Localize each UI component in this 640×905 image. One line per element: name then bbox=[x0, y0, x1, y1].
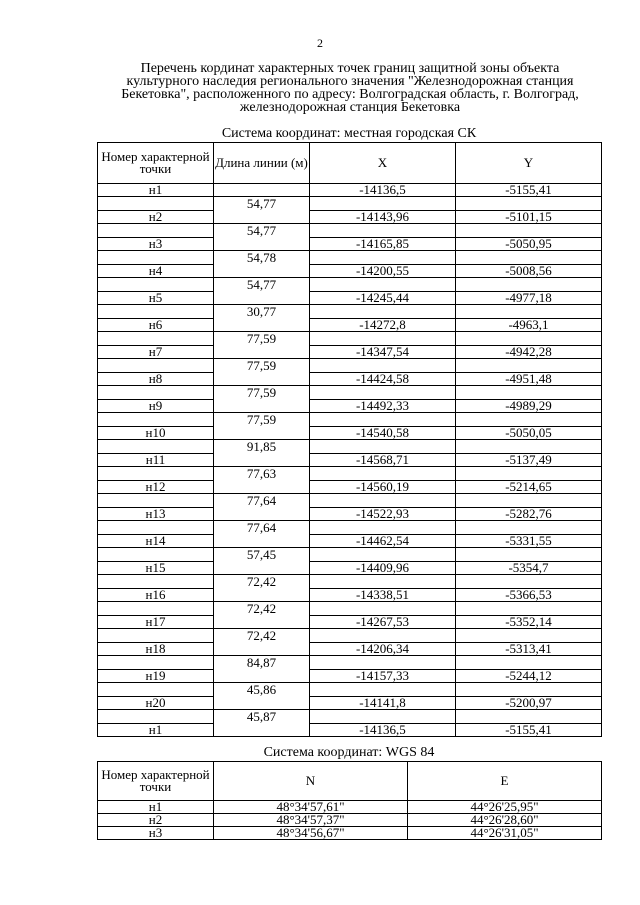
y-cell: -5214,65 bbox=[456, 481, 602, 494]
line-length-value: 77,59 bbox=[214, 413, 310, 427]
x-cell: -14141,8 bbox=[310, 697, 456, 710]
y-cell: -4963,1 bbox=[456, 319, 602, 332]
line-length-cell bbox=[214, 319, 310, 332]
y-cell: -4989,29 bbox=[456, 400, 602, 413]
table-row bbox=[98, 827, 602, 840]
x-cell: -14143,96 bbox=[310, 211, 456, 224]
local-coordinates-table bbox=[97, 142, 602, 737]
line-length-value: 77,64 bbox=[214, 494, 310, 508]
line-length-value: 77,64 bbox=[214, 521, 310, 535]
line-length-cell bbox=[214, 211, 310, 224]
line-length-value: 54,77 bbox=[214, 197, 310, 211]
n-header: N bbox=[214, 762, 408, 801]
table-row bbox=[98, 535, 602, 548]
point-name-cell: н6 bbox=[98, 319, 214, 332]
document-title bbox=[100, 62, 600, 114]
point-name-cell: н3 bbox=[98, 238, 214, 251]
title-line: Бекетовка", расположенного по адресу: Волгоградская область, г. Волгоград, bbox=[121, 87, 579, 102]
point-name-cell: н20 bbox=[98, 697, 214, 710]
table-row bbox=[98, 346, 602, 359]
table-row bbox=[98, 616, 602, 629]
point-name-cell: н12 bbox=[98, 481, 214, 494]
table-row bbox=[98, 184, 602, 197]
point-name-cell: н13 bbox=[98, 508, 214, 521]
line-length-value: 54,77 bbox=[214, 224, 310, 238]
line-length-value: 77,63 bbox=[214, 467, 310, 481]
line-length-value: 77,59 bbox=[214, 386, 310, 400]
point-name-cell: н1 bbox=[98, 801, 214, 814]
title-line: культурного наследия регионального значения "Железнодорожная станция bbox=[126, 74, 574, 89]
point-name-cell: н3 bbox=[98, 827, 214, 840]
line-length-cell bbox=[214, 589, 310, 602]
x-cell: -14338,51 bbox=[310, 589, 456, 602]
wgs84-coordinates-table bbox=[97, 761, 602, 840]
x-cell: -14409,96 bbox=[310, 562, 456, 575]
wgs-table-body bbox=[98, 801, 602, 840]
x-cell: -14462,54 bbox=[310, 535, 456, 548]
line-length-cell bbox=[214, 265, 310, 278]
point-name-cell: н11 bbox=[98, 454, 214, 467]
line-length-cell bbox=[214, 562, 310, 575]
line-length-cell bbox=[214, 535, 310, 548]
y-cell: -5366,53 bbox=[456, 589, 602, 602]
y-cell: -5050,05 bbox=[456, 427, 602, 440]
table-row bbox=[98, 454, 602, 467]
table-row bbox=[98, 508, 602, 521]
line-length-cell bbox=[214, 643, 310, 656]
table-row bbox=[98, 562, 602, 575]
local-table-body bbox=[98, 184, 602, 737]
line-length-cell bbox=[214, 724, 310, 737]
line-length-value: 77,59 bbox=[214, 332, 310, 346]
x-cell: -14568,71 bbox=[310, 454, 456, 467]
line-length-cell bbox=[214, 400, 310, 413]
line-length-value: 77,59 bbox=[214, 359, 310, 373]
line-length-value: 84,87 bbox=[214, 656, 310, 670]
point-number-header: Номер характерной точки bbox=[98, 762, 214, 801]
line-length-cell bbox=[214, 481, 310, 494]
table-row bbox=[98, 400, 602, 413]
x-cell: -14165,85 bbox=[310, 238, 456, 251]
y-cell: -5354,7 bbox=[456, 562, 602, 575]
table-row bbox=[98, 697, 602, 710]
x-header: X bbox=[310, 143, 456, 184]
line-length-value: 54,78 bbox=[214, 251, 310, 265]
point-name-cell: н8 bbox=[98, 373, 214, 386]
n-cell: 48°34'56,67" bbox=[214, 827, 408, 840]
point-name-cell: н18 bbox=[98, 643, 214, 656]
point-name-cell: н16 bbox=[98, 589, 214, 602]
y-cell: -5313,41 bbox=[456, 643, 602, 656]
table-row bbox=[98, 265, 602, 278]
x-cell: -14540,58 bbox=[310, 427, 456, 440]
y-cell: -5331,55 bbox=[456, 535, 602, 548]
line-length-cell bbox=[214, 616, 310, 629]
x-cell: -14206,34 bbox=[310, 643, 456, 656]
line-length-value: 45,86 bbox=[214, 683, 310, 697]
table-row bbox=[98, 373, 602, 386]
line-length-value: 54,77 bbox=[214, 278, 310, 292]
x-cell: -14136,5 bbox=[310, 184, 456, 197]
table-header-row bbox=[98, 143, 602, 184]
y-cell: -4951,48 bbox=[456, 373, 602, 386]
n-cell: 48°34'57,61" bbox=[214, 801, 408, 814]
point-name-cell: н15 bbox=[98, 562, 214, 575]
y-cell: -5155,41 bbox=[456, 724, 602, 737]
e-cell: 44°26'28,60" bbox=[408, 814, 602, 827]
line-length-cell bbox=[214, 697, 310, 710]
point-number-header: Номер характерной точки bbox=[98, 143, 214, 184]
y-cell: -5282,76 bbox=[456, 508, 602, 521]
y-cell: -5155,41 bbox=[456, 184, 602, 197]
title-line: Перечень кординат характерных точек границ защитной зоны объекта bbox=[140, 61, 560, 76]
e-header: E bbox=[408, 762, 602, 801]
table-row bbox=[98, 292, 602, 305]
point-name-cell: н9 bbox=[98, 400, 214, 413]
page-number: 2 bbox=[317, 36, 323, 50]
line-length-cell bbox=[214, 454, 310, 467]
table-row bbox=[98, 589, 602, 602]
line-length-cell bbox=[214, 373, 310, 386]
wgs-table-caption: Система координат: WGS 84 bbox=[263, 745, 435, 760]
table-row bbox=[98, 643, 602, 656]
line-length-cell bbox=[214, 427, 310, 440]
y-cell: -5244,12 bbox=[456, 670, 602, 683]
x-cell: -14200,55 bbox=[310, 265, 456, 278]
x-cell: -14157,33 bbox=[310, 670, 456, 683]
y-header: Y bbox=[456, 143, 602, 184]
table-row bbox=[98, 211, 602, 224]
e-cell: 44°26'31,05" bbox=[408, 827, 602, 840]
y-cell: -5137,49 bbox=[456, 454, 602, 467]
table-header-row bbox=[98, 762, 602, 801]
line-length-cell bbox=[214, 184, 310, 197]
y-cell: -4942,28 bbox=[456, 346, 602, 359]
local-table-caption: Система координат: местная городская СК bbox=[221, 126, 477, 141]
x-cell: -14136,5 bbox=[310, 724, 456, 737]
x-cell: -14492,33 bbox=[310, 400, 456, 413]
line-length-cell bbox=[214, 238, 310, 251]
line-length-value: 72,42 bbox=[214, 602, 310, 616]
n-cell: 48°34'57,37" bbox=[214, 814, 408, 827]
line-length-cell bbox=[214, 670, 310, 683]
table-row bbox=[98, 481, 602, 494]
table-row bbox=[98, 319, 602, 332]
point-name-cell: н5 bbox=[98, 292, 214, 305]
y-cell: -5101,15 bbox=[456, 211, 602, 224]
y-cell: -5008,56 bbox=[456, 265, 602, 278]
x-cell: -14245,44 bbox=[310, 292, 456, 305]
y-cell: -5352,14 bbox=[456, 616, 602, 629]
line-length-value: 57,45 bbox=[214, 548, 310, 562]
e-cell: 44°26'25,95" bbox=[408, 801, 602, 814]
table-row bbox=[98, 670, 602, 683]
x-cell: -14347,54 bbox=[310, 346, 456, 359]
line-length-header: Длина линии (м) bbox=[214, 143, 310, 184]
point-name-cell: н1 bbox=[98, 724, 214, 737]
table-row bbox=[98, 427, 602, 440]
point-name-cell: н14 bbox=[98, 535, 214, 548]
line-length-value: 72,42 bbox=[214, 629, 310, 643]
x-cell: -14267,53 bbox=[310, 616, 456, 629]
point-name-cell: н2 bbox=[98, 211, 214, 224]
table-row bbox=[98, 724, 602, 737]
line-length-cell bbox=[214, 346, 310, 359]
point-name-cell: н2 bbox=[98, 814, 214, 827]
point-name-cell: н7 bbox=[98, 346, 214, 359]
x-cell: -14522,93 bbox=[310, 508, 456, 521]
point-name-cell: н4 bbox=[98, 265, 214, 278]
y-cell: -5200,97 bbox=[456, 697, 602, 710]
x-cell: -14424,58 bbox=[310, 373, 456, 386]
point-name-cell: н1 bbox=[98, 184, 214, 197]
y-cell: -5050,95 bbox=[456, 238, 602, 251]
line-length-value: 72,42 bbox=[214, 575, 310, 589]
line-length-value: 45,87 bbox=[214, 710, 310, 724]
line-length-value: 91,85 bbox=[214, 440, 310, 454]
line-length-value: 30,77 bbox=[214, 305, 310, 319]
line-length-cell bbox=[214, 292, 310, 305]
point-name-cell: н10 bbox=[98, 427, 214, 440]
x-cell: -14272,8 bbox=[310, 319, 456, 332]
table-row bbox=[98, 238, 602, 251]
point-name-cell: н17 bbox=[98, 616, 214, 629]
line-length-cell bbox=[214, 508, 310, 521]
x-cell: -14560,19 bbox=[310, 481, 456, 494]
point-name-cell: н19 bbox=[98, 670, 214, 683]
y-cell: -4977,18 bbox=[456, 292, 602, 305]
title-line: железнодорожная станция Бекетовка bbox=[239, 100, 461, 115]
